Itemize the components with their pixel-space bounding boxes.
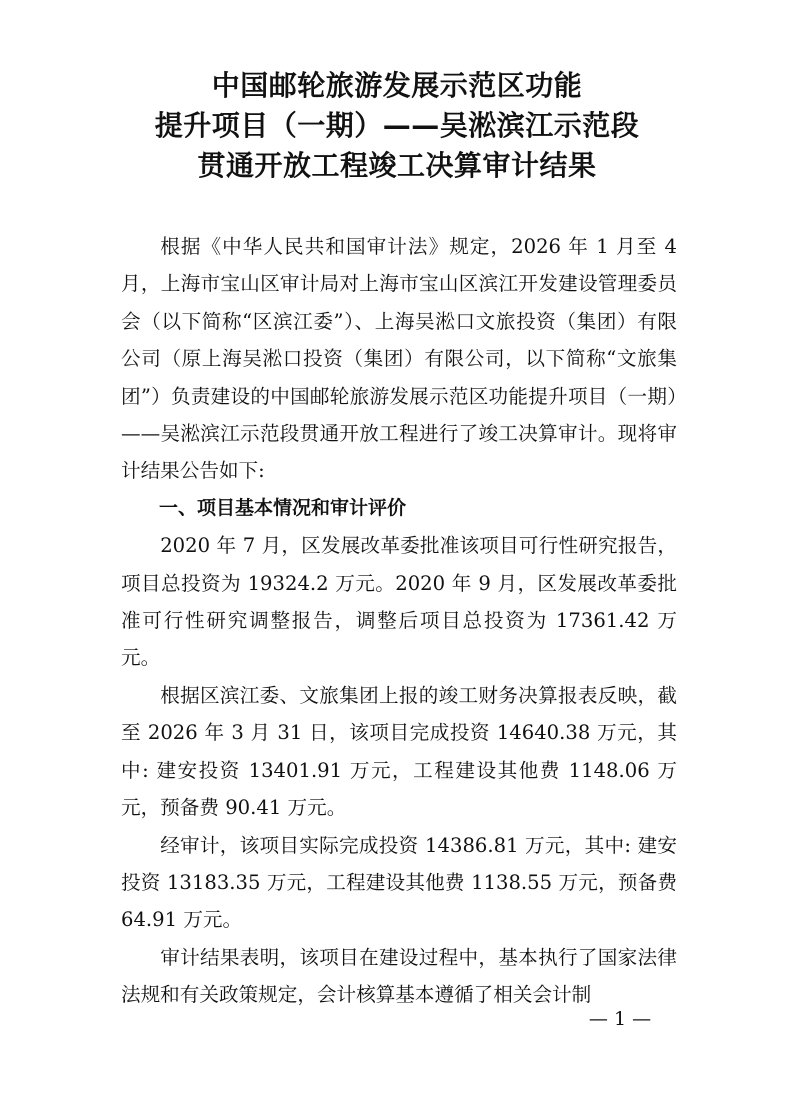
title-line-2: 提升项目（一期）——吴淞滨江示范段 (154, 109, 640, 142)
paragraph-audited-investment: 经审计，该项目实际完成投资 14386.81 万元，其中: 建安投资 13183.35 万元，工程建设其他费 1138.55 万元，预备费 64.91 万元。 (121, 833, 677, 932)
title-line-3: 贯通开放工程竣工决算审计结果 (197, 149, 597, 182)
document-body (121, 228, 677, 1014)
page-number: — 1 — (588, 1008, 652, 1030)
section-heading-1: 一、项目基本情况和审计评价 (159, 496, 407, 519)
paragraph-reported-investment: 根据区滨江委、文旅集团上报的竣工财务决算报表反映，截至 2026 年 3 月 31 日，该项目完成投资 14640.38 万元，其中: 建安投资 13401.91 万元，工程建设其他费 1148.06 万元，预备费 90.41 万元。 (121, 683, 677, 820)
paragraph-approval: 2020 年 7 月，区发展改革委批准该项目可行性研究报告，项目总投资为 19324.2 万元。2020 年 9 月，区发展改革委批准可行性研究调整报告，调整后项目总投资为 17361.42 万元。 (121, 534, 677, 670)
document-title (0, 66, 794, 186)
paragraph-audit-conclusion: 审计结果表明，该项目在建设过程中，基本执行了国家法律法规和有关政策规定，会计核算基本遵循了相关会计制 (121, 945, 677, 1007)
title-line-1: 中国邮轮旅游发展示范区功能 (211, 69, 583, 102)
paragraph-intro: 根据《中华人民共和国审计法》规定，2026 年 1 月至 4 月，上海市宝山区审计局对上海市宝山区滨江开发建设管理委员会（以下简称“区滨江委”）、上海吴淞口文旅投资（集团）有限公司（原上海吴淞口投资（集团）有限公司，以下简称“文旅集团”）负责建设的中国邮轮旅游发展示范区功能提升项目（一期）——吴淞滨江示范段贯通开放工程进行了竣工决算审计。现将审计结果公告如下: (121, 235, 677, 483)
